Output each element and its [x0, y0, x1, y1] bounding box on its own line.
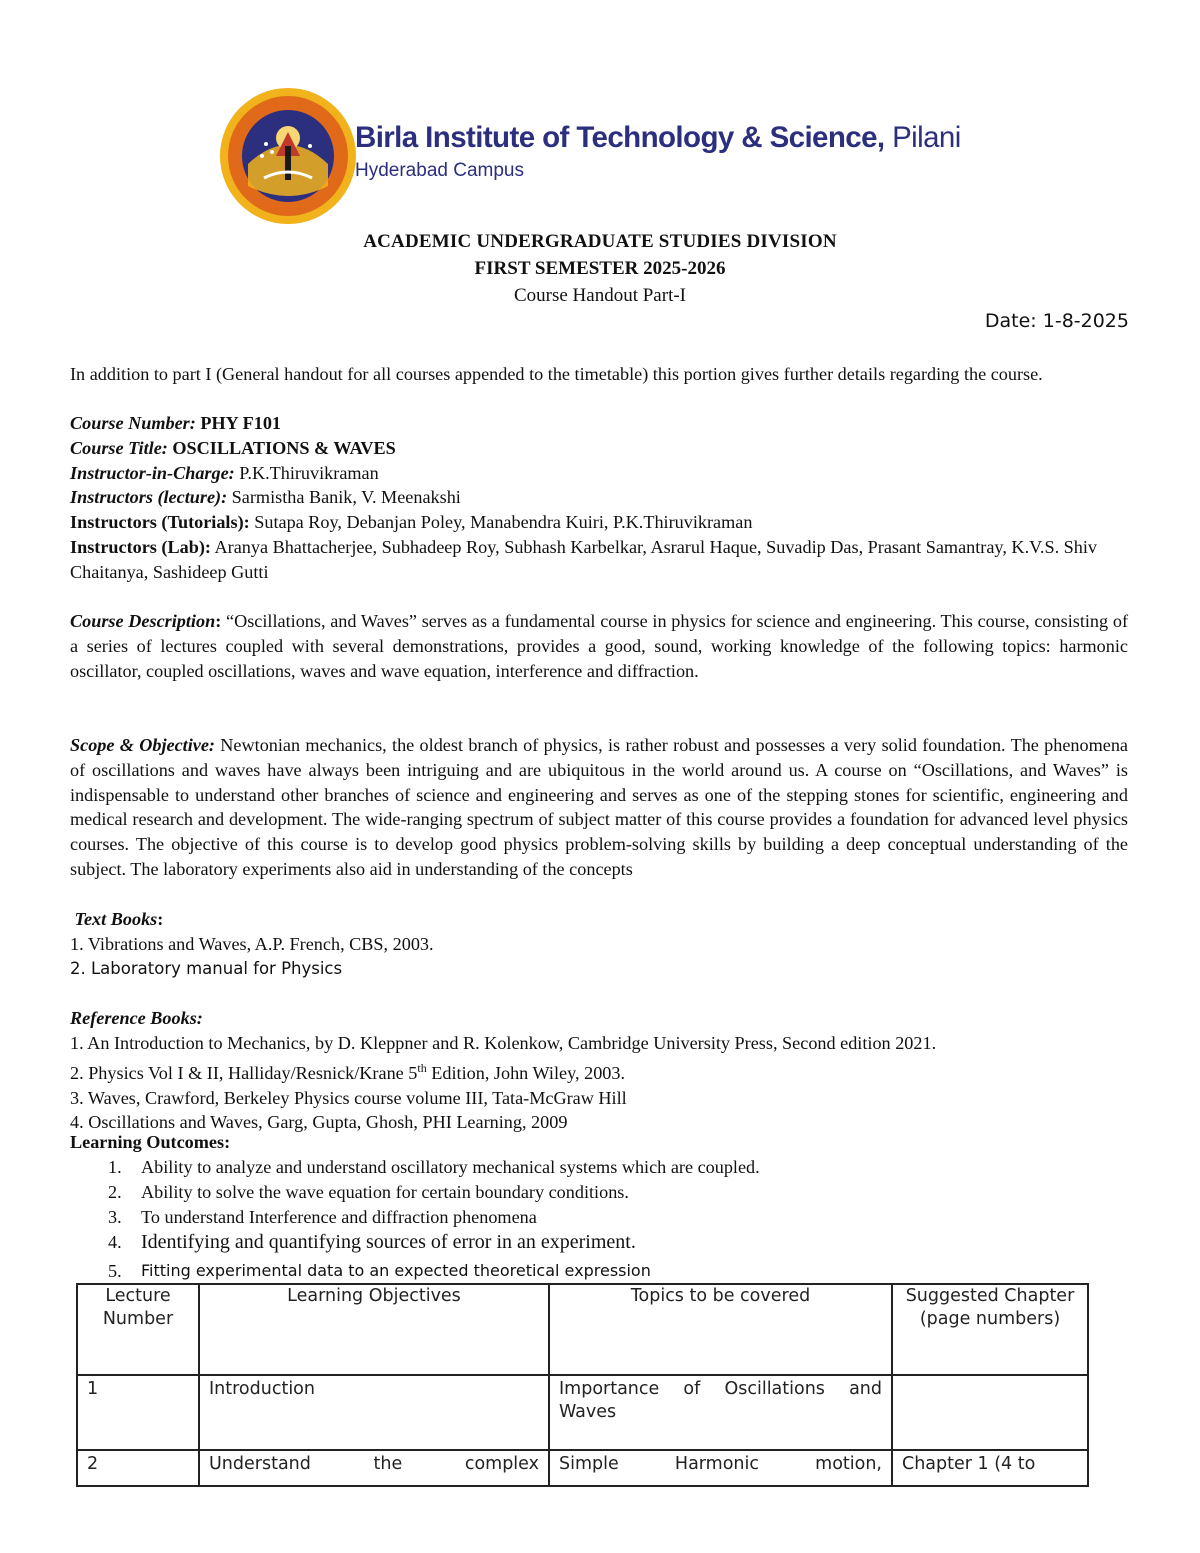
text-book-item: 1. Vibrations and Waves, A.P. French, CBS, 2003. — [70, 933, 434, 954]
table-cell: 1 — [77, 1375, 199, 1450]
table-header-cell: Suggested Chapter (page numbers) — [892, 1284, 1088, 1375]
table-cell: Introduction — [199, 1375, 549, 1450]
lecture-plan-table — [76, 1283, 1089, 1487]
course-number-line: Course Number: PHY F101 — [70, 413, 282, 433]
outcome-item: 1. Ability to analyze and understand oscillatory mechanical systems which are coupled. — [108, 1156, 760, 1177]
outcome-item: 5. Fitting experimental data to an expected theoretical expression — [108, 1260, 651, 1281]
table-row — [77, 1375, 1088, 1450]
outcome-item: 3. To understand Interference and diffraction phenomena — [108, 1206, 537, 1227]
text-books: Text Books: 1. Vibrations and Waves, A.P. French, CBS, 2003. 2. Laboratory manual for Physics Reference Books: 1. An Introduction to Mechanics, by D. Kleppner and R. Kolenkow, Cambridge University Press, Second edition 2021. 2. Physics Vol I & II, Halliday/Resnick/Krane 5th Edition, John Wiley, 2003. 3. Waves, Crawford, Berkeley Physics course volume III, Tata-McGraw Hill 4. Oscillations and Waves, Garg, Gupta, Ghosh, PHI Learning, 2009 — [70, 907, 1128, 1135]
table-cell — [892, 1375, 1088, 1450]
reference-book-item: 2. Physics Vol I & II, Halliday/Resnick/Krane 5th Edition, John Wiley, 2003. — [70, 1060, 626, 1083]
outcome-item: 4. Identifying and quantifying sources of error in an experiment. — [108, 1230, 636, 1253]
institute-header — [218, 86, 998, 226]
course-description: Course Description: “Oscillations, and Waves” serves as a fundamental course in physics for science and engineering. This course, consisting of a series of lectures coupled with several demonstrations, provides a good, sound, working knowledge of the following topics: harmonic oscillator, coupled oscillations, waves and wave equation, interference and diffraction. — [70, 611, 1128, 681]
outcome-item: 2. Ability to solve the wave equation for certain boundary conditions. — [108, 1181, 629, 1202]
course-title-line: Course Title: OSCILLATIONS & WAVES — [70, 437, 396, 458]
learning-outcomes-label: Learning Outcomes: — [70, 1132, 231, 1152]
text-book-item: 2. Laboratory manual for Physics — [70, 958, 343, 978]
reference-book-item: 1. An Introduction to Mechanics, by D. Kleppner and R. Kolenkow, Cambridge University Press, Second edition 2021. — [70, 1032, 937, 1053]
division-heading: ACADEMIC UNDERGRADUATE STUDIES DIVISION — [363, 231, 837, 252]
bits-seal-icon — [218, 86, 358, 226]
table-cell: Simple Harmonic motion, — [549, 1450, 892, 1486]
table-cell: Understand the complex — [199, 1450, 549, 1486]
table-row — [77, 1450, 1088, 1486]
scope-objective: Scope & Objective: Newtonian mechanics, the oldest branch of physics, is rather robust and possesses a very solid foundation. The phenomena of oscillations and waves have always been intriguing and are ubiquitous in the world around us. A course on “Oscillations, and Waves” is indispensable to understand other branches of science and engineering and serves as one of the stepping stones for scientific, engineering and medical research and development. The wide-ranging spectrum of subject matter of this course provides a foundation for advanced level physics courses. The objective of this course is to develop good physics problem-solving skills by building a deep conceptual understanding of the subject. The laboratory experiments also aid in understanding of the concepts — [70, 735, 1129, 879]
intro-paragraph: In addition to part I (General handout for all courses appended to the timetable) this portion gives further details regarding the course. — [70, 364, 1043, 384]
course-meta — [70, 411, 1128, 585]
handout-date: Date: 1-8-2025 — [984, 310, 1129, 332]
reference-book-item: 4. Oscillations and Waves, Garg, Gupta, Ghosh, PHI Learning, 2009 — [70, 1112, 568, 1133]
table-cell: 2 — [77, 1450, 199, 1486]
lecture-instructors-line: Instructors (lecture): Sarmistha Banik, V. Meenakshi — [70, 487, 461, 508]
handout-title: Course Handout Part-I — [513, 285, 687, 306]
instructor-in-charge-line: Instructor-in-Charge: P.K.Thiruvikraman — [70, 462, 379, 483]
table-header-cell: Learning Objectives — [199, 1284, 549, 1375]
reference-book-item: 3. Waves, Crawford, Berkeley Physics course volume III, Tata-McGraw Hill — [70, 1087, 627, 1108]
campus-name: Hyderabad Campus — [355, 160, 524, 181]
table-header-row — [77, 1284, 1088, 1375]
learning-outcomes — [70, 1130, 760, 1282]
lab-instructors-line: Instructors (Lab): Aranya Bhattacherjee, Subhadeep Roy, Subhash Karbelkar, Asrarul Haque, Suvadip Das, Prasant Samantray, K.V.S. Shiv Chaitanya, Sashideep Gutti — [70, 536, 1098, 582]
table-cell: Importance of Oscillations and Waves — [549, 1375, 892, 1450]
semester-heading: FIRST SEMESTER 2025-2026 — [474, 258, 726, 279]
table-header-cell: Topics to be covered — [549, 1284, 892, 1375]
tutorial-instructors-line: Instructors (Tutorials): Sutapa Roy, Debanjan Poley, Manabendra Kuiri, P.K.Thiruvikraman — [70, 512, 753, 533]
institute-name: Birla Institute of Technology & Science, Pilani — [355, 121, 961, 154]
table-cell: Chapter 1 (4 to — [892, 1450, 1088, 1486]
reference-books-label: Reference Books: — [70, 1008, 203, 1029]
table-header-cell: Lecture Number — [77, 1284, 199, 1375]
